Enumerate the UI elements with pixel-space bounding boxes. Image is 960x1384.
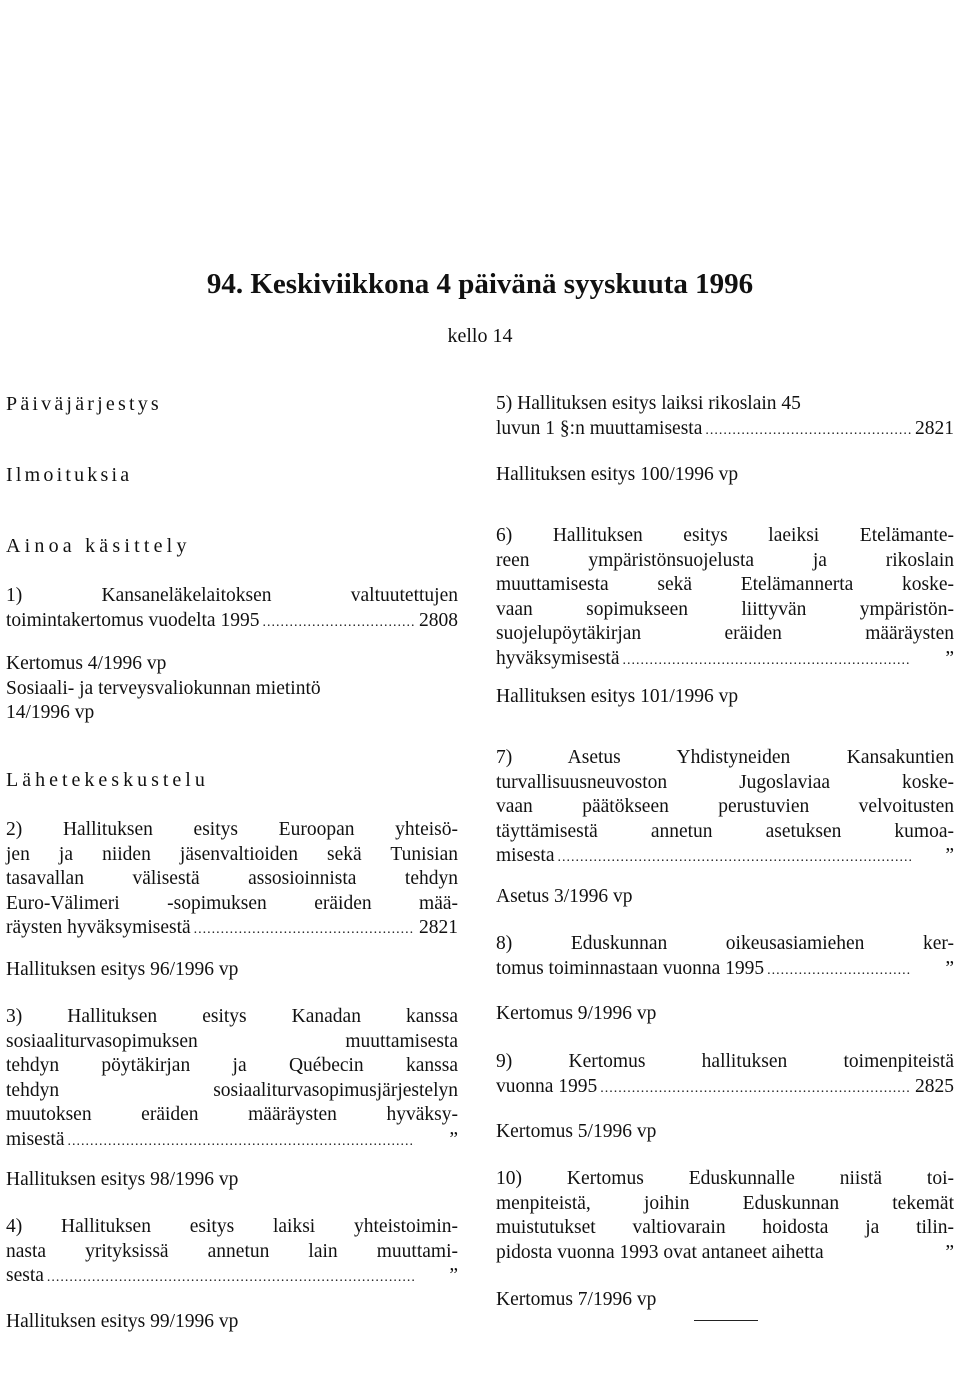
page-number: ”: [945, 647, 954, 669]
item-text-line: 5) Hallituksen esitys laiksi rikoslain 45: [496, 393, 801, 414]
page-number: 2808: [419, 609, 458, 631]
item-text-line: täyttämisestä annetun asetuksen kumoa-: [496, 820, 954, 842]
document-reference: Kertomus 7/1996 vp: [496, 1289, 657, 1310]
item-10-reference: [496, 1288, 954, 1313]
item-text-line: 8) Eduskunnan oikeusasiamiehen ker-: [496, 933, 954, 954]
document-reference: Kertomus 4/1996 vp: [6, 653, 167, 674]
leader-dots: [194, 918, 415, 943]
document-reference: Hallituksen esitys 98/1996 vp: [6, 1169, 239, 1190]
page-number: ”: [449, 1128, 458, 1150]
agenda-item-10: [496, 1167, 954, 1265]
leader-dots: [68, 1130, 416, 1155]
item-entry-line: [6, 1128, 458, 1153]
session-time: kello 14: [447, 325, 513, 347]
item-text-line: muistutukset valtiovarain hoidosta ja tilin-: [496, 1217, 954, 1238]
item-text-line: sosiaaliturvasopimuksen muuttamisesta: [6, 1030, 458, 1052]
item-text-line: pidosta vuonna 1993 ovat antaneet aihetta: [496, 1241, 824, 1263]
item-entry-line: [496, 1075, 954, 1100]
agenda-item-6: [496, 524, 954, 671]
page-number: 2821: [419, 917, 458, 938]
item-text-line: vaan päätökseen perustuvien velvoitusten: [496, 796, 954, 817]
item-text-line: suojelupöytäkirjan eräiden määräysten: [496, 623, 954, 644]
item-entry-line: [6, 1264, 458, 1289]
item-entry-line: [496, 844, 954, 869]
item-text-line: sesta: [6, 1265, 44, 1286]
item-text-line: vaan sopimukseen liittyvän ympäristön-: [496, 598, 954, 620]
item-text-line: nasta yrityksissä annetun lain muuttami-: [6, 1240, 458, 1262]
page-number: ”: [449, 1265, 458, 1286]
item-text-line: 10) Kertomus Eduskunnalle niistä toi-: [496, 1168, 954, 1189]
item-text-line: 7) Asetus Yhdistyneiden Kansakuntien: [496, 747, 954, 768]
agenda-item-5: [496, 392, 954, 441]
page-number: ”: [945, 957, 954, 979]
agenda-item-9: [496, 1050, 954, 1099]
item-7-reference: [496, 885, 954, 910]
page-title: 94. Keskiviikkona 4 päivänä syyskuuta 1996: [206, 268, 754, 300]
item-text-line: vuonna 1995: [496, 1075, 598, 1097]
agenda-item-4: [6, 1215, 458, 1289]
end-rule: [694, 1320, 758, 1321]
document-reference: Kertomus 5/1996 vp: [496, 1121, 657, 1142]
leader-dots: [47, 1266, 415, 1291]
agenda-heading: Päiväjärjestys: [6, 393, 162, 415]
page-number: ”: [945, 845, 954, 866]
item-text-line: räysten hyväksymisestä: [6, 917, 191, 938]
item-3-reference: [6, 1168, 458, 1193]
item-text-line: tomus toiminnastaan vuonna 1995: [496, 957, 765, 979]
agenda-item-1: [6, 584, 458, 633]
item-text-line: tehdyn sosiaaliturvasopimusjärjestelyn: [6, 1079, 458, 1101]
item-text-line: tehdyn pöytäkirjan ja Québecin kanssa: [6, 1055, 458, 1076]
item-text-line: hyväksymisestä: [496, 647, 620, 669]
item-5-reference: [496, 463, 954, 488]
item-9-reference: [496, 1120, 954, 1145]
item-text-line: turvallisuusneuvoston Jugoslaviaa koske-: [496, 771, 954, 793]
item-4-reference: [6, 1310, 458, 1335]
leader-dots: [558, 846, 912, 871]
item-text-line: 6) Hallituksen esitys laeiksi Etelämante-: [496, 525, 954, 546]
item-text-line: 2) Hallituksen esitys Euroopan yhteisö-: [6, 819, 458, 840]
announcements-heading: Ilmoituksia: [6, 464, 133, 486]
item-text-line: 9) Kertomus hallituksen toimenpiteistä: [496, 1051, 954, 1072]
item-text-line: toimintakertomus vuodelta 1995: [6, 609, 260, 631]
item-text-line: muutoksen eräiden määräysten hyväksy-: [6, 1104, 458, 1125]
item-text-line: Euro-Välimeri -sopimuksen eräiden mää-: [6, 892, 458, 914]
item-text-line: misestä: [6, 1128, 65, 1150]
page-number: 2821: [915, 417, 954, 439]
item-entry-line: [496, 647, 954, 672]
page-number: 2825: [915, 1075, 954, 1097]
document-reference: Sosiaali- ja terveysvaliokunnan mietintö: [6, 677, 321, 699]
leader-dots: [622, 649, 911, 674]
item-1-references: [6, 652, 458, 726]
item-8-reference: [496, 1002, 954, 1027]
item-text-line: reen ympäristönsuojelusta ja rikoslain: [496, 549, 954, 571]
item-entry-line: [496, 1241, 954, 1266]
leader-dots: [600, 1077, 911, 1102]
document-reference: Hallituksen esitys 99/1996 vp: [6, 1311, 239, 1332]
item-entry-line: [496, 417, 954, 442]
item-text-line: muuttamisesta sekä Etelämannerta koske-: [496, 574, 954, 595]
agenda-item-3: [6, 1005, 458, 1152]
leader-dots: [767, 959, 911, 984]
item-entry-line: [496, 957, 954, 982]
item-2-reference: [6, 958, 458, 983]
item-text-line: jen ja niiden jäsenvaltioiden sekä Tunisian: [6, 843, 458, 865]
referral-debate-heading: Lähetekeskustelu: [6, 769, 209, 791]
item-text-line: 4) Hallituksen esitys laiksi yhteistoimin-: [6, 1216, 458, 1237]
item-text-line: 1) Kansaneläkelaitoksen valtuutettujen: [6, 585, 458, 606]
item-text-line: luvun 1 §:n muuttamisesta: [496, 417, 703, 439]
item-entry-line: [6, 916, 458, 941]
leader-dots: [262, 611, 415, 636]
item-text-line: tasavallan välisestä assosioinnista tehdyn: [6, 868, 458, 889]
single-reading-heading: Ainoa käsittely: [6, 535, 191, 557]
document-reference: Asetus 3/1996 vp: [496, 886, 633, 907]
page-number: ”: [945, 1241, 954, 1263]
document-reference: Hallituksen esitys 100/1996 vp: [496, 464, 739, 485]
document-reference: Kertomus 9/1996 vp: [496, 1003, 657, 1024]
agenda-item-2: [6, 818, 458, 941]
item-6-reference: [496, 685, 954, 710]
item-text-line: menpiteistä, joihin Eduskunnan tekemät: [496, 1192, 954, 1214]
item-text-line: 3) Hallituksen esitys Kanadan kanssa: [6, 1006, 458, 1027]
item-entry-line: [6, 609, 458, 634]
item-text-line: misesta: [496, 845, 555, 866]
document-reference: Hallituksen esitys 101/1996 vp: [496, 686, 739, 707]
agenda-item-8: [496, 932, 954, 981]
agenda-item-7: [496, 746, 954, 869]
leader-dots: [705, 419, 911, 444]
document-reference: 14/1996 vp: [6, 702, 95, 723]
document-reference: Hallituksen esitys 96/1996 vp: [6, 959, 239, 980]
